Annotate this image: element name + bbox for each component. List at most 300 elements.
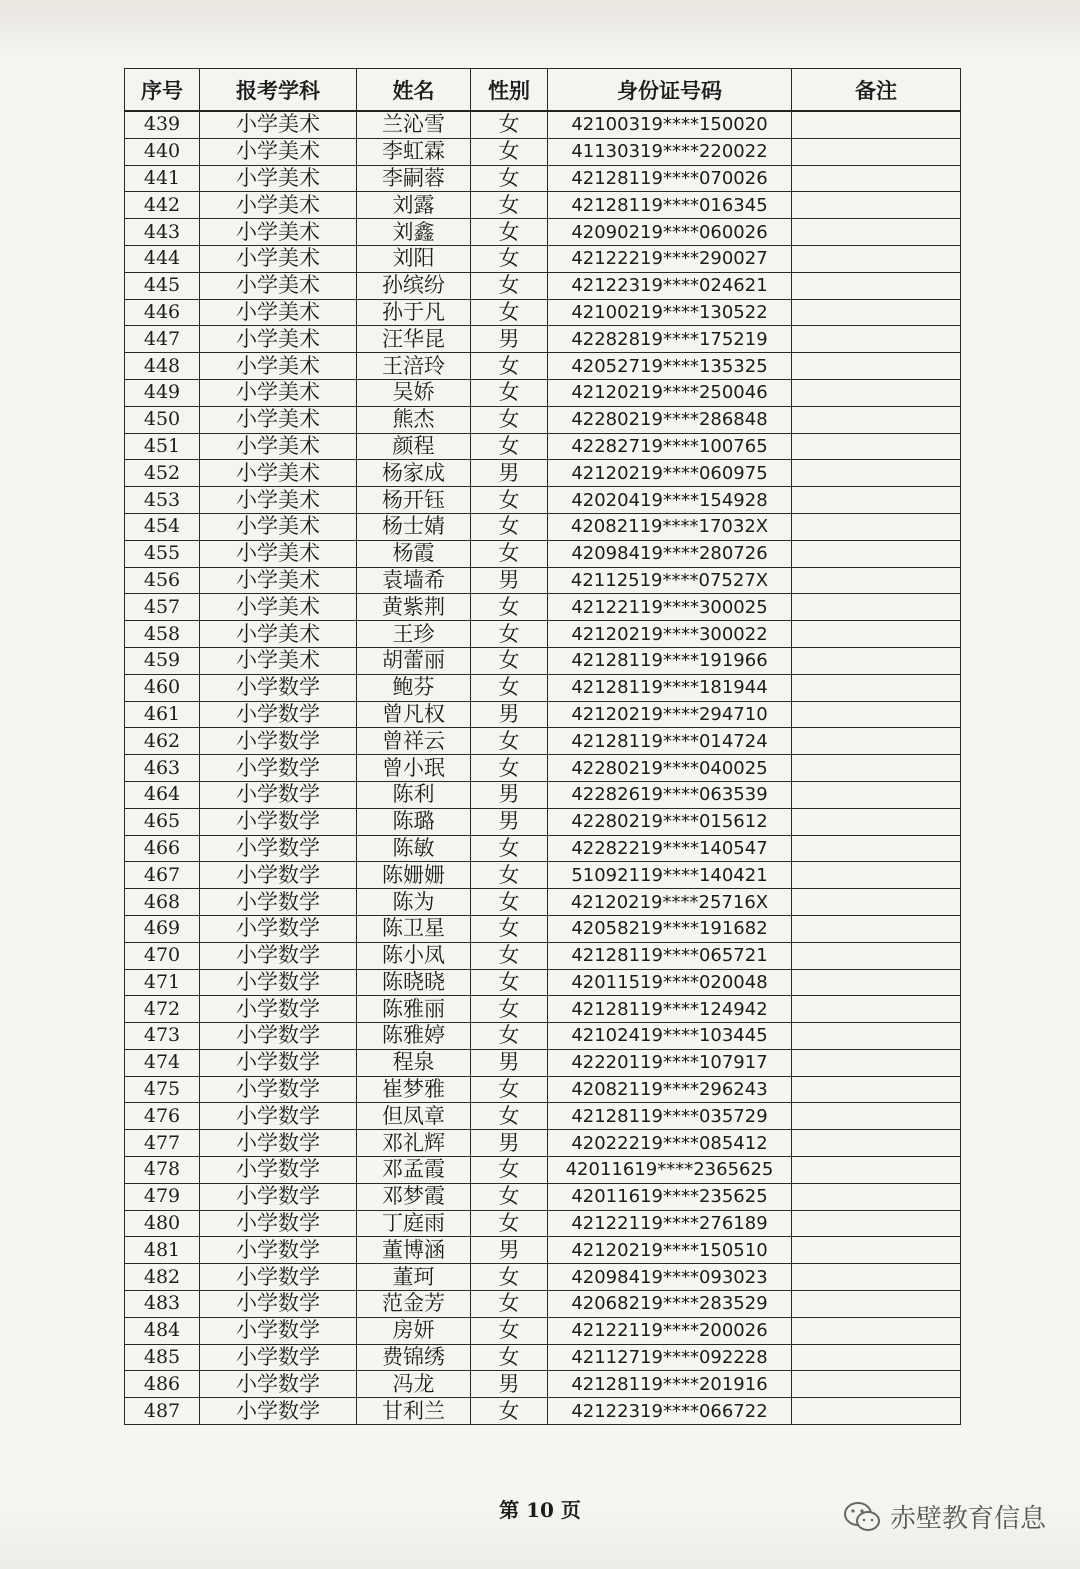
cell-name: 兰沁雪 [357, 111, 471, 138]
cell-remarks [792, 299, 961, 326]
cell-id-number: 41130319****220022 [548, 138, 792, 165]
cell-subject: 小学美术 [200, 353, 357, 380]
cell-subject: 小学数学 [200, 1157, 357, 1184]
cell-gender: 女 [471, 1103, 548, 1130]
cell-subject: 小学美术 [200, 406, 357, 433]
cell-subject: 小学数学 [200, 1317, 357, 1344]
cell-gender: 女 [471, 1264, 548, 1291]
cell-name: 董博涵 [357, 1237, 471, 1264]
cell-remarks [792, 1049, 961, 1076]
watermark-text: 赤壁教育信息 [890, 1504, 1047, 1534]
cell-subject: 小学数学 [200, 996, 357, 1023]
cell-gender: 女 [471, 594, 548, 621]
cell-id-number: 42128119****201916 [548, 1371, 792, 1398]
cell-remarks [792, 674, 961, 701]
cell-subject: 小学数学 [200, 969, 357, 996]
cell-name: 刘阳 [357, 245, 471, 272]
cell-name: 刘鑫 [357, 219, 471, 246]
table-row [125, 1183, 961, 1210]
cell-name: 孙于凡 [357, 299, 471, 326]
cell-id-number: 42090219****060026 [548, 219, 792, 246]
cell-remarks [792, 701, 961, 728]
cell-subject: 小学数学 [200, 701, 357, 728]
cell-subject: 小学数学 [200, 862, 357, 889]
cell-name: 陈雅婷 [357, 1023, 471, 1050]
table-row [125, 1103, 961, 1130]
cell-subject: 小学美术 [200, 487, 357, 514]
cell-remarks [792, 862, 961, 889]
cell-gender: 女 [471, 621, 548, 648]
cell-name: 胡蕾丽 [357, 647, 471, 674]
table-row [125, 1237, 961, 1264]
cell-serial: 463 [125, 755, 200, 782]
cell-remarks [792, 621, 961, 648]
cell-subject: 小学数学 [200, 728, 357, 755]
cell-gender: 女 [471, 969, 548, 996]
cell-serial: 458 [125, 621, 200, 648]
cell-gender: 女 [471, 915, 548, 942]
cell-id-number: 42011619****235625 [548, 1183, 792, 1210]
cell-name: 杨霞 [357, 540, 471, 567]
cell-subject: 小学数学 [200, 674, 357, 701]
cell-remarks [792, 1371, 961, 1398]
table-row [125, 299, 961, 326]
cell-subject: 小学数学 [200, 1291, 357, 1318]
cell-id-number: 42120219****294710 [548, 701, 792, 728]
cell-gender: 女 [471, 1157, 548, 1184]
cell-subject: 小学数学 [200, 942, 357, 969]
cell-id-number: 42220119****107917 [548, 1049, 792, 1076]
cell-serial: 473 [125, 1023, 200, 1050]
cell-gender: 女 [471, 647, 548, 674]
cell-remarks [792, 808, 961, 835]
table-row [125, 1076, 961, 1103]
cell-serial: 464 [125, 781, 200, 808]
cell-name: 邓礼辉 [357, 1130, 471, 1157]
cell-serial: 474 [125, 1049, 200, 1076]
cell-gender: 女 [471, 1076, 548, 1103]
table-row [125, 379, 961, 406]
cell-gender: 男 [471, 567, 548, 594]
cell-name: 孙缤纷 [357, 272, 471, 299]
cell-serial: 483 [125, 1291, 200, 1318]
cell-subject: 小学数学 [200, 1371, 357, 1398]
cell-gender: 女 [471, 1398, 548, 1425]
cell-id-number: 42022219****085412 [548, 1130, 792, 1157]
cell-remarks [792, 1291, 961, 1318]
table-row [125, 1023, 961, 1050]
cell-id-number: 42280219****015612 [548, 808, 792, 835]
cell-serial: 452 [125, 460, 200, 487]
cell-subject: 小学美术 [200, 272, 357, 299]
cell-remarks [792, 1264, 961, 1291]
cell-remarks [792, 1183, 961, 1210]
cell-id-number: 42122119****276189 [548, 1210, 792, 1237]
cell-remarks [792, 353, 961, 380]
cell-gender: 女 [471, 165, 548, 192]
header-remarks: 备注 [792, 69, 961, 112]
cell-subject: 小学美术 [200, 433, 357, 460]
cell-subject: 小学数学 [200, 1344, 357, 1371]
cell-serial: 467 [125, 862, 200, 889]
cell-subject: 小学美术 [200, 540, 357, 567]
cell-name: 费锦绣 [357, 1344, 471, 1371]
table-row [125, 487, 961, 514]
table-row [125, 969, 961, 996]
header-serial: 序号 [125, 69, 200, 112]
table-row [125, 272, 961, 299]
cell-serial: 460 [125, 674, 200, 701]
cell-serial: 487 [125, 1398, 200, 1425]
cell-name: 陈晓晓 [357, 969, 471, 996]
cell-name: 曾祥云 [357, 728, 471, 755]
cell-subject: 小学美术 [200, 111, 357, 138]
cell-remarks [792, 1157, 961, 1184]
cell-gender: 男 [471, 1130, 548, 1157]
table-row [125, 942, 961, 969]
table-row [125, 326, 961, 353]
cell-subject: 小学美术 [200, 219, 357, 246]
cell-id-number: 42011619****2365625 [548, 1157, 792, 1184]
cell-id-number: 42122119****200026 [548, 1317, 792, 1344]
cell-subject: 小学美术 [200, 299, 357, 326]
cell-gender: 男 [471, 781, 548, 808]
cell-remarks [792, 915, 961, 942]
cell-name: 吴娇 [357, 379, 471, 406]
cell-id-number: 42011519****020048 [548, 969, 792, 996]
cell-gender: 男 [471, 1371, 548, 1398]
cell-serial: 471 [125, 969, 200, 996]
cell-serial: 443 [125, 219, 200, 246]
cell-serial: 465 [125, 808, 200, 835]
cell-serial: 486 [125, 1371, 200, 1398]
cell-gender: 女 [471, 862, 548, 889]
cell-id-number: 42282819****175219 [548, 326, 792, 353]
cell-remarks [792, 728, 961, 755]
cell-subject: 小学美术 [200, 621, 357, 648]
cell-subject: 小学数学 [200, 915, 357, 942]
cell-id-number: 42098419****093023 [548, 1264, 792, 1291]
cell-remarks [792, 781, 961, 808]
cell-gender: 女 [471, 1291, 548, 1318]
cell-id-number: 42120219****25716X [548, 889, 792, 916]
cell-serial: 445 [125, 272, 200, 299]
table-row [125, 138, 961, 165]
cell-subject: 小学美术 [200, 245, 357, 272]
cell-name: 冯龙 [357, 1371, 471, 1398]
table-row [125, 1371, 961, 1398]
cell-gender: 女 [471, 1023, 548, 1050]
cell-name: 汪华昆 [357, 326, 471, 353]
watermark [842, 1498, 1046, 1535]
cell-remarks [792, 942, 961, 969]
roster-body [125, 111, 961, 1425]
cell-name: 陈小凤 [357, 942, 471, 969]
cell-subject: 小学美术 [200, 513, 357, 540]
table-row [125, 594, 961, 621]
cell-id-number: 42282719****100765 [548, 433, 792, 460]
header-id-number: 身份证号码 [548, 69, 792, 112]
cell-subject: 小学美术 [200, 594, 357, 621]
cell-remarks [792, 1237, 961, 1264]
cell-serial: 439 [125, 111, 200, 138]
cell-subject: 小学美术 [200, 460, 357, 487]
cell-subject: 小学数学 [200, 1076, 357, 1103]
cell-name: 李嗣蓉 [357, 165, 471, 192]
table-header-row [125, 69, 961, 112]
table-row [125, 219, 961, 246]
cell-subject: 小学数学 [200, 889, 357, 916]
cell-serial: 455 [125, 540, 200, 567]
table-row [125, 1264, 961, 1291]
cell-name: 陈璐 [357, 808, 471, 835]
cell-gender: 女 [471, 138, 548, 165]
table-row [125, 1398, 961, 1425]
cell-id-number: 42128119****070026 [548, 165, 792, 192]
cell-subject: 小学数学 [200, 808, 357, 835]
cell-gender: 女 [471, 1183, 548, 1210]
cell-name: 董珂 [357, 1264, 471, 1291]
table-row [125, 755, 961, 782]
header-subject: 报考学科 [200, 69, 357, 112]
cell-remarks [792, 969, 961, 996]
cell-name: 黄紫荆 [357, 594, 471, 621]
table-row [125, 701, 961, 728]
cell-serial: 459 [125, 647, 200, 674]
cell-id-number: 42082119****296243 [548, 1076, 792, 1103]
cell-gender: 女 [471, 996, 548, 1023]
cell-gender: 女 [471, 299, 548, 326]
cell-id-number: 42100219****130522 [548, 299, 792, 326]
cell-gender: 男 [471, 701, 548, 728]
cell-name: 杨士婧 [357, 513, 471, 540]
table-row [125, 433, 961, 460]
cell-remarks [792, 594, 961, 621]
cell-serial: 451 [125, 433, 200, 460]
cell-id-number: 42128119****191966 [548, 647, 792, 674]
cell-remarks [792, 1023, 961, 1050]
cell-serial: 469 [125, 915, 200, 942]
cell-subject: 小学数学 [200, 1183, 357, 1210]
cell-remarks [792, 192, 961, 219]
cell-id-number: 42128119****181944 [548, 674, 792, 701]
cell-subject: 小学数学 [200, 1049, 357, 1076]
table-row [125, 674, 961, 701]
cell-name: 陈卫星 [357, 915, 471, 942]
cell-id-number: 42280219****286848 [548, 406, 792, 433]
cell-remarks [792, 460, 961, 487]
page-number: 第 10 页 [499, 1498, 581, 1522]
cell-id-number: 42128119****014724 [548, 728, 792, 755]
cell-remarks [792, 219, 961, 246]
cell-name: 甘利兰 [357, 1398, 471, 1425]
table-row [125, 889, 961, 916]
cell-remarks [792, 513, 961, 540]
cell-name: 陈敏 [357, 835, 471, 862]
cell-subject: 小学美术 [200, 192, 357, 219]
cell-subject: 小学美术 [200, 647, 357, 674]
cell-name: 鲍芬 [357, 674, 471, 701]
table-row [125, 1157, 961, 1184]
cell-id-number: 42102419****103445 [548, 1023, 792, 1050]
cell-name: 邓梦霞 [357, 1183, 471, 1210]
cell-gender: 女 [471, 728, 548, 755]
cell-gender: 女 [471, 192, 548, 219]
cell-serial: 484 [125, 1317, 200, 1344]
cell-remarks [792, 433, 961, 460]
cell-serial: 485 [125, 1344, 200, 1371]
cell-id-number: 42128119****035729 [548, 1103, 792, 1130]
cell-name: 袁墙希 [357, 567, 471, 594]
cell-remarks [792, 1398, 961, 1425]
cell-name: 陈姗姗 [357, 862, 471, 889]
cell-name: 曾小珉 [357, 755, 471, 782]
cell-id-number: 42058219****191682 [548, 915, 792, 942]
cell-subject: 小学美术 [200, 379, 357, 406]
cell-serial: 448 [125, 353, 200, 380]
cell-remarks [792, 567, 961, 594]
cell-subject: 小学数学 [200, 781, 357, 808]
cell-id-number: 42120219****250046 [548, 379, 792, 406]
cell-subject: 小学美术 [200, 326, 357, 353]
cell-id-number: 42120219****150510 [548, 1237, 792, 1264]
cell-remarks [792, 272, 961, 299]
cell-gender: 女 [471, 219, 548, 246]
cell-id-number: 42122319****024621 [548, 272, 792, 299]
cell-gender: 男 [471, 808, 548, 835]
cell-gender: 女 [471, 1344, 548, 1371]
cell-remarks [792, 245, 961, 272]
cell-serial: 482 [125, 1264, 200, 1291]
cell-subject: 小学数学 [200, 835, 357, 862]
cell-id-number: 42120219****300022 [548, 621, 792, 648]
cell-gender: 女 [471, 272, 548, 299]
cell-serial: 472 [125, 996, 200, 1023]
cell-name: 但凤章 [357, 1103, 471, 1130]
table-row [125, 1344, 961, 1371]
cell-name: 房妍 [357, 1317, 471, 1344]
cell-subject: 小学数学 [200, 1398, 357, 1425]
cell-name: 陈雅丽 [357, 996, 471, 1023]
table-row [125, 540, 961, 567]
table-row [125, 621, 961, 648]
cell-id-number: 42122219****290027 [548, 245, 792, 272]
cell-id-number: 42082119****17032X [548, 513, 792, 540]
cell-gender: 女 [471, 674, 548, 701]
table-row [125, 915, 961, 942]
cell-subject: 小学数学 [200, 1023, 357, 1050]
cell-remarks [792, 138, 961, 165]
cell-gender: 女 [471, 353, 548, 380]
cell-serial: 462 [125, 728, 200, 755]
cell-gender: 女 [471, 406, 548, 433]
table-row [125, 862, 961, 889]
cell-subject: 小学数学 [200, 1210, 357, 1237]
cell-serial: 461 [125, 701, 200, 728]
cell-subject: 小学美术 [200, 567, 357, 594]
cell-name: 程泉 [357, 1049, 471, 1076]
table-row [125, 111, 961, 138]
table-row [125, 728, 961, 755]
cell-remarks [792, 379, 961, 406]
table-row [125, 647, 961, 674]
cell-remarks [792, 647, 961, 674]
cell-subject: 小学美术 [200, 165, 357, 192]
cell-name: 李虹霖 [357, 138, 471, 165]
cell-subject: 小学数学 [200, 1237, 357, 1264]
table-row [125, 835, 961, 862]
cell-id-number: 42020419****154928 [548, 487, 792, 514]
cell-serial: 453 [125, 487, 200, 514]
cell-remarks [792, 889, 961, 916]
table-row [125, 406, 961, 433]
wechat-icon [842, 1500, 882, 1534]
table-row [125, 1317, 961, 1344]
cell-serial: 447 [125, 326, 200, 353]
cell-serial: 477 [125, 1130, 200, 1157]
cell-remarks [792, 1210, 961, 1237]
cell-id-number: 42068219****283529 [548, 1291, 792, 1318]
table-row [125, 192, 961, 219]
cell-gender: 男 [471, 460, 548, 487]
table-row [125, 245, 961, 272]
cell-gender: 男 [471, 1237, 548, 1264]
cell-gender: 女 [471, 1210, 548, 1237]
cell-serial: 457 [125, 594, 200, 621]
cell-id-number: 42052719****135325 [548, 353, 792, 380]
cell-gender: 男 [471, 1049, 548, 1076]
cell-name: 王涪玲 [357, 353, 471, 380]
cell-gender: 女 [471, 513, 548, 540]
table-row [125, 808, 961, 835]
cell-id-number: 42112519****07527X [548, 567, 792, 594]
cell-serial: 456 [125, 567, 200, 594]
cell-id-number: 51092119****140421 [548, 862, 792, 889]
cell-serial: 468 [125, 889, 200, 916]
cell-name: 熊杰 [357, 406, 471, 433]
cell-name: 陈利 [357, 781, 471, 808]
table-row [125, 1049, 961, 1076]
cell-serial: 450 [125, 406, 200, 433]
cell-serial: 442 [125, 192, 200, 219]
cell-serial: 446 [125, 299, 200, 326]
cell-gender: 女 [471, 942, 548, 969]
cell-gender: 女 [471, 755, 548, 782]
cell-id-number: 42100319****150020 [548, 111, 792, 138]
table-row [125, 460, 961, 487]
cell-gender: 女 [471, 835, 548, 862]
cell-subject: 小学数学 [200, 755, 357, 782]
cell-remarks [792, 406, 961, 433]
table-row [125, 353, 961, 380]
cell-gender: 女 [471, 889, 548, 916]
cell-serial: 480 [125, 1210, 200, 1237]
cell-subject: 小学数学 [200, 1103, 357, 1130]
cell-name: 范金芳 [357, 1291, 471, 1318]
cell-subject: 小学数学 [200, 1264, 357, 1291]
cell-serial: 478 [125, 1157, 200, 1184]
cell-name: 杨开钰 [357, 487, 471, 514]
cell-remarks [792, 1103, 961, 1130]
cell-id-number: 42128119****065721 [548, 942, 792, 969]
cell-serial: 475 [125, 1076, 200, 1103]
cell-gender: 男 [471, 326, 548, 353]
cell-id-number: 42122119****300025 [548, 594, 792, 621]
cell-serial: 476 [125, 1103, 200, 1130]
cell-serial: 449 [125, 379, 200, 406]
cell-remarks [792, 1317, 961, 1344]
cell-gender: 女 [471, 379, 548, 406]
